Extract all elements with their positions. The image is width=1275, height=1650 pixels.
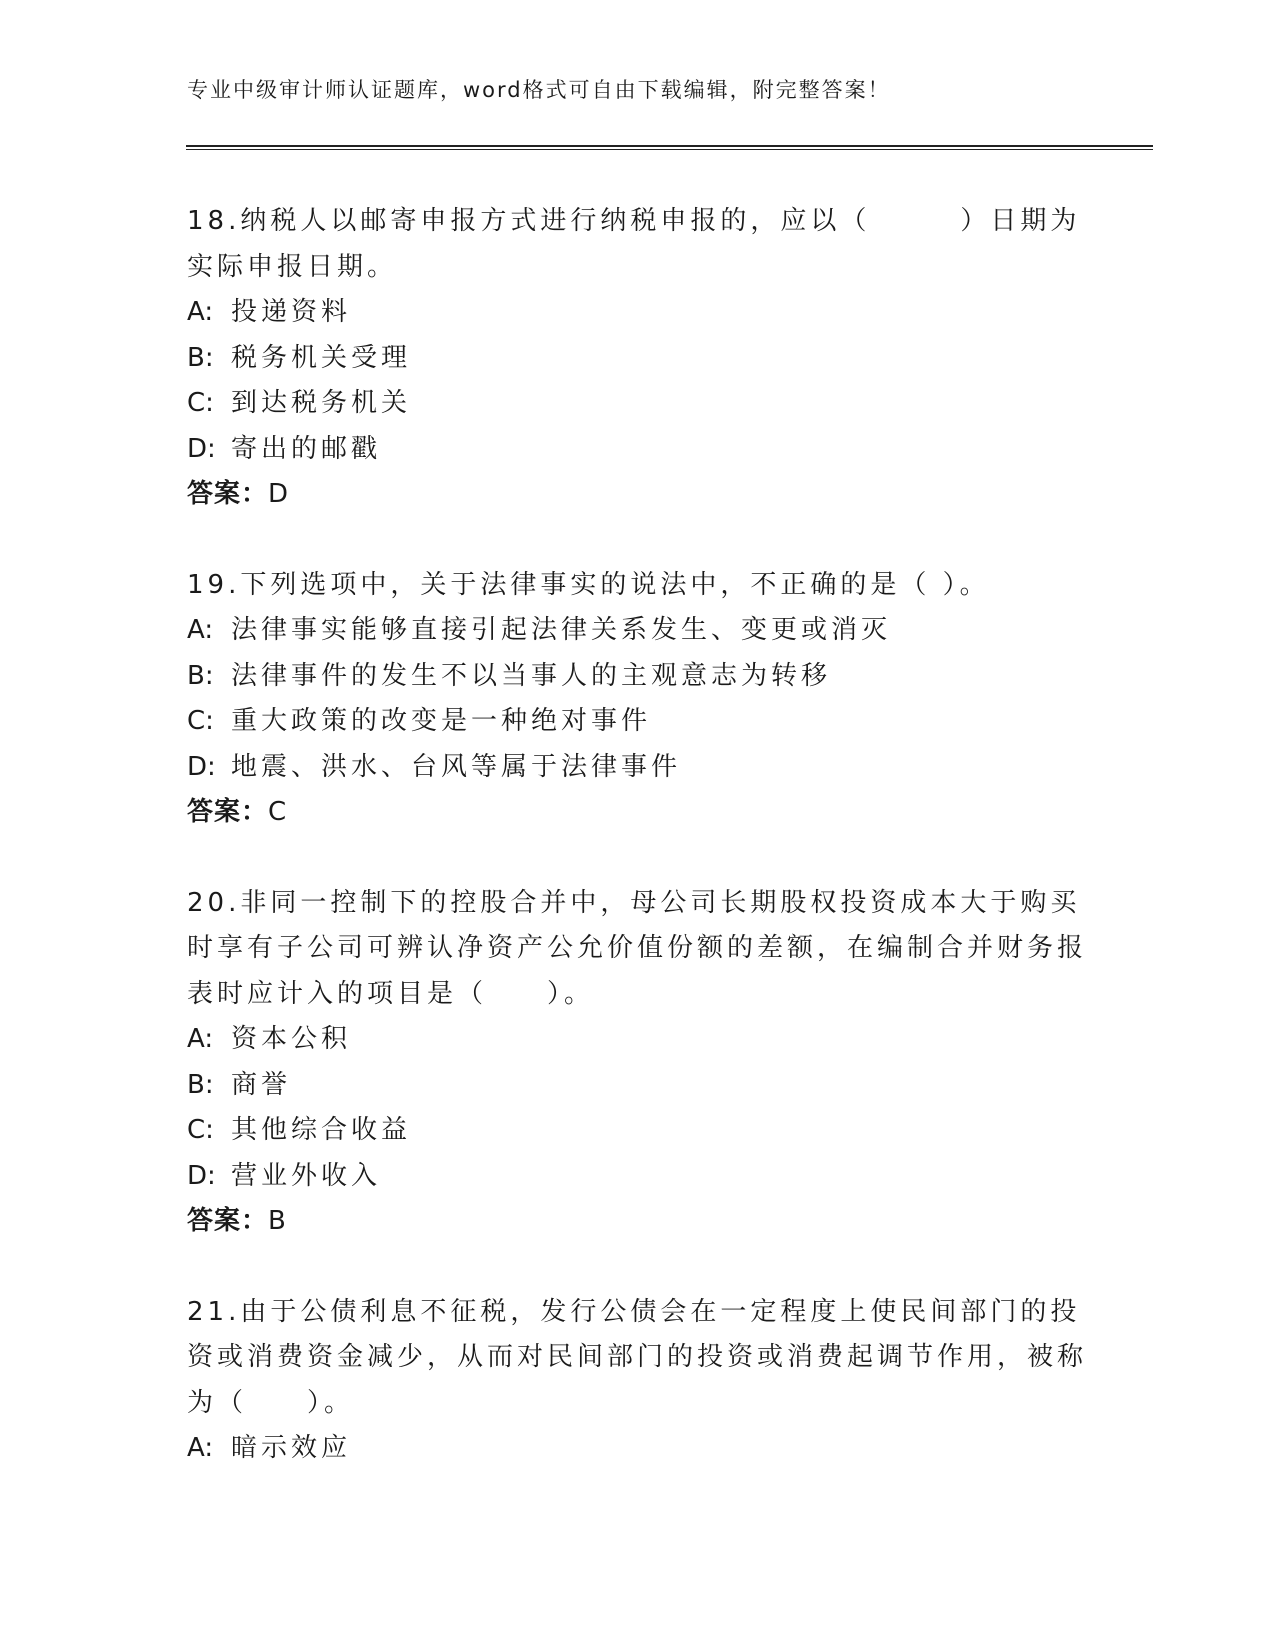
option-text: 寄出的邮戳 — [231, 433, 382, 464]
option-text: 税务机关受理 — [231, 342, 412, 373]
answer-line — [187, 472, 1087, 518]
option-letter: C: — [187, 388, 214, 418]
option-text: 法律事实能够直接引起法律关系发生、变更或消灭 — [231, 615, 892, 645]
option-text: 地震、洪水、台风等属于法律事件 — [231, 751, 682, 782]
option-text: 法律事件的发生不以当事人的主观意志为转移 — [231, 660, 832, 691]
question-20 — [187, 881, 1087, 1245]
option-d — [187, 1154, 1087, 1200]
option-letter: D: — [187, 751, 216, 782]
option-b — [187, 1063, 1087, 1109]
option-d — [187, 427, 1087, 473]
answer-line — [187, 1199, 1087, 1245]
answer-value: C — [268, 797, 288, 827]
question-18 — [187, 199, 1087, 518]
option-text: 投递资料 — [231, 297, 352, 327]
option-a — [187, 1426, 1087, 1472]
option-c — [187, 1108, 1087, 1154]
option-letter: B: — [187, 1069, 214, 1100]
option-d — [187, 745, 1087, 791]
option-letter: D: — [187, 1160, 216, 1191]
option-a — [187, 608, 1087, 654]
option-a — [187, 1017, 1087, 1063]
option-a — [187, 290, 1087, 336]
option-text: 资本公积 — [231, 1024, 352, 1054]
question-text: 21.由于公债利息不征税，发行公债会在一定程度上使民间部门的投资或消费资金减少，从而对民间部门的投资或消费起调节作用，被称为（ ）。 — [187, 1296, 1088, 1418]
option-text: 商誉 — [231, 1069, 292, 1100]
option-text: 其他综合收益 — [231, 1115, 412, 1145]
question-text: 19.下列选项中，关于法律事实的说法中，不正确的是（ ）。 — [187, 569, 990, 600]
answer-value: D — [268, 479, 290, 509]
option-letter: A: — [187, 615, 214, 645]
option-letter: A: — [187, 1024, 214, 1054]
option-text: 到达税务机关 — [231, 388, 412, 418]
option-c — [187, 699, 1087, 745]
question-list — [187, 199, 1087, 1517]
page-header-text: 专业中级审计师认证题库，word格式可自由下载编辑，附完整答案！ — [187, 78, 891, 102]
option-letter: D: — [187, 433, 216, 464]
option-letter: C: — [187, 706, 214, 736]
answer-label: 答案： — [187, 479, 269, 509]
answer-value: B — [268, 1206, 287, 1236]
option-letter: A: — [187, 297, 214, 327]
option-letter: A: — [187, 1433, 214, 1463]
answer-line — [187, 790, 1087, 836]
option-text: 暗示效应 — [231, 1433, 352, 1463]
option-letter: B: — [187, 342, 214, 373]
header-divider — [186, 145, 1153, 147]
answer-label: 答案： — [187, 797, 269, 827]
option-b — [187, 654, 1087, 700]
option-b — [187, 336, 1087, 382]
option-letter: B: — [187, 660, 214, 691]
question-text: 20.非同一控制下的控股合并中，母公司长期股权投资成本大于购买时享有子公司可辨认净资产公允价值份额的差额，在编制合并财务报表时应计入的项目是（ ）。 — [187, 887, 1088, 1009]
option-c — [187, 381, 1087, 427]
question-19 — [187, 563, 1087, 836]
question-text: 18.纳税人以邮寄申报方式进行纳税申报的，应以（ ）日期为实际申报日期。 — [187, 206, 1081, 282]
option-text: 重大政策的改变是一种绝对事件 — [231, 706, 652, 736]
option-text: 营业外收入 — [231, 1160, 382, 1191]
question-21 — [187, 1290, 1087, 1472]
answer-label: 答案： — [187, 1206, 269, 1236]
option-letter: C: — [187, 1115, 214, 1145]
